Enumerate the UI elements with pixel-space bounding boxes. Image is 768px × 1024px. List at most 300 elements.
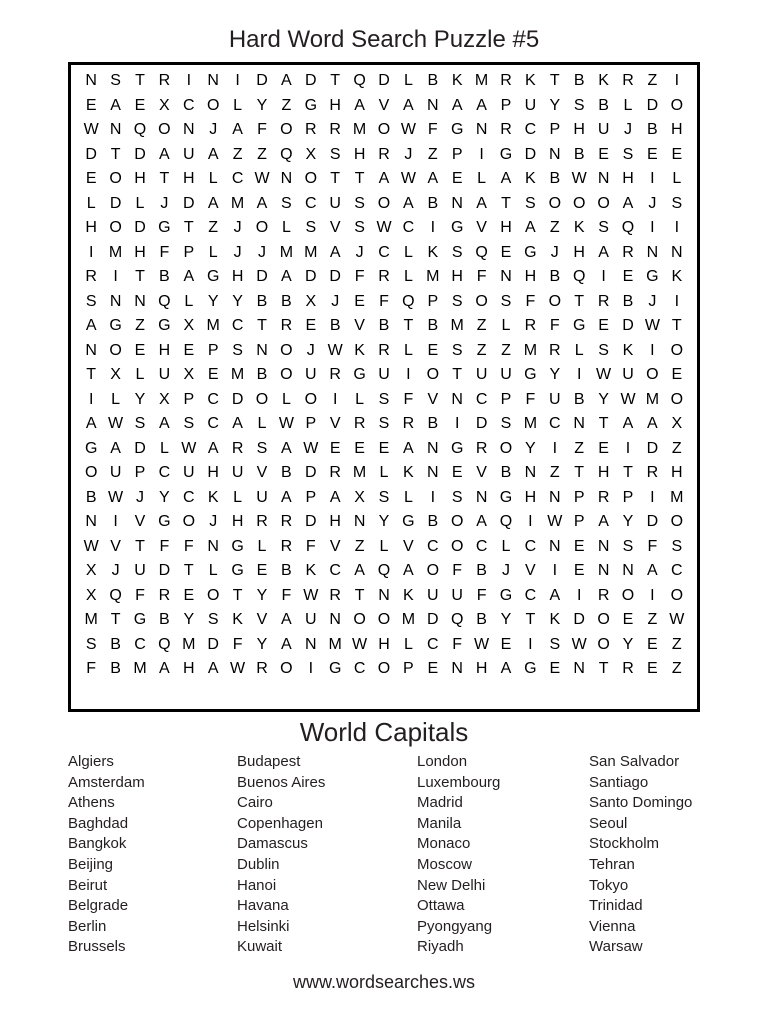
grid-letter[interactable]: Y bbox=[622, 513, 634, 531]
grid-letter[interactable]: C bbox=[353, 660, 366, 678]
grid-letter[interactable]: U bbox=[305, 366, 317, 384]
grid-letter[interactable]: O bbox=[670, 96, 684, 114]
grid-letter[interactable]: A bbox=[354, 96, 365, 114]
grid-letter[interactable]: K bbox=[451, 72, 463, 90]
grid-letter[interactable]: A bbox=[183, 268, 195, 286]
grid-letter[interactable]: Q bbox=[353, 72, 366, 90]
grid-letter[interactable]: H bbox=[183, 170, 195, 188]
grid-letter[interactable]: X bbox=[159, 390, 170, 408]
grid-letter[interactable]: J bbox=[257, 243, 266, 261]
grid-letter[interactable]: W bbox=[278, 415, 294, 433]
grid-letter[interactable]: D bbox=[475, 415, 488, 433]
grid-letter[interactable]: E bbox=[207, 366, 219, 384]
grid-letter[interactable]: H bbox=[622, 170, 634, 188]
grid-letter[interactable]: R bbox=[622, 660, 634, 678]
grid-letter[interactable]: O bbox=[597, 635, 610, 653]
grid-letter[interactable]: E bbox=[134, 96, 146, 114]
grid-letter[interactable]: O bbox=[377, 121, 391, 139]
grid-letter[interactable]: O bbox=[597, 611, 610, 629]
grid-letter[interactable]: E bbox=[573, 562, 585, 580]
grid-letter[interactable]: E bbox=[573, 537, 585, 555]
grid-letter[interactable]: L bbox=[184, 292, 194, 310]
grid-letter[interactable]: Y bbox=[378, 513, 390, 531]
grid-letter[interactable]: R bbox=[280, 317, 293, 335]
grid-letter[interactable]: N bbox=[500, 268, 512, 286]
grid-letter[interactable]: F bbox=[427, 121, 438, 139]
grid-letter[interactable]: F bbox=[305, 537, 316, 555]
grid-letter[interactable]: X bbox=[305, 145, 317, 163]
grid-letter[interactable]: S bbox=[549, 635, 561, 653]
grid-letter[interactable]: D bbox=[646, 96, 659, 114]
grid-letter[interactable]: F bbox=[452, 562, 463, 580]
grid-letter[interactable]: I bbox=[650, 341, 655, 359]
grid-letter[interactable]: M bbox=[133, 660, 147, 678]
grid-letter[interactable]: S bbox=[525, 194, 536, 212]
grid-letter[interactable]: X bbox=[354, 488, 365, 506]
grid-letter[interactable]: J bbox=[209, 513, 218, 531]
grid-letter[interactable]: E bbox=[354, 439, 365, 457]
grid-letter[interactable]: L bbox=[281, 390, 291, 408]
grid-letter[interactable]: A bbox=[354, 562, 365, 580]
grid-letter[interactable]: T bbox=[257, 317, 267, 335]
grid-letter[interactable]: T bbox=[159, 170, 170, 188]
grid-letter[interactable]: N bbox=[427, 439, 439, 457]
grid-letter[interactable]: R bbox=[158, 586, 171, 604]
grid-letter[interactable]: W bbox=[596, 366, 612, 384]
grid-letter[interactable]: L bbox=[672, 170, 682, 188]
grid-letter[interactable]: I bbox=[186, 72, 192, 90]
grid-letter[interactable]: F bbox=[549, 317, 560, 335]
grid-letter[interactable]: W bbox=[376, 219, 392, 237]
grid-letter[interactable]: T bbox=[354, 586, 365, 604]
grid-letter[interactable]: S bbox=[207, 611, 219, 629]
grid-letter[interactable]: O bbox=[646, 366, 659, 384]
grid-letter[interactable]: T bbox=[549, 72, 560, 90]
grid-letter[interactable]: G bbox=[133, 611, 147, 629]
grid-letter[interactable]: S bbox=[305, 219, 317, 237]
grid-letter[interactable]: L bbox=[403, 243, 413, 261]
grid-letter[interactable]: L bbox=[159, 439, 169, 457]
grid-letter[interactable]: A bbox=[281, 635, 292, 653]
grid-letter[interactable]: A bbox=[403, 439, 414, 457]
grid-letter[interactable]: H bbox=[671, 121, 683, 139]
grid-letter[interactable]: A bbox=[549, 586, 561, 604]
grid-letter[interactable]: E bbox=[354, 292, 365, 310]
grid-letter[interactable]: V bbox=[378, 96, 390, 114]
grid-letter[interactable]: H bbox=[207, 464, 219, 482]
grid-letter[interactable]: Y bbox=[549, 366, 561, 384]
grid-letter[interactable]: B bbox=[159, 611, 170, 629]
grid-letter[interactable]: Z bbox=[671, 439, 682, 457]
grid-letter[interactable]: P bbox=[500, 390, 512, 408]
grid-letter[interactable]: T bbox=[330, 170, 341, 188]
grid-letter[interactable]: R bbox=[256, 660, 268, 678]
grid-letter[interactable]: S bbox=[110, 72, 121, 90]
grid-letter[interactable]: F bbox=[159, 243, 170, 261]
grid-letter[interactable]: I bbox=[674, 72, 680, 90]
grid-letter[interactable]: P bbox=[183, 243, 195, 261]
grid-letter[interactable]: J bbox=[331, 292, 340, 310]
grid-letter[interactable]: S bbox=[598, 219, 609, 237]
grid-letter[interactable]: M bbox=[450, 317, 464, 335]
grid-letter[interactable]: A bbox=[647, 562, 658, 580]
grid-letter[interactable]: S bbox=[500, 415, 512, 433]
grid-letter[interactable]: J bbox=[233, 243, 242, 261]
grid-letter[interactable]: C bbox=[329, 562, 341, 580]
grid-letter[interactable]: E bbox=[305, 317, 317, 335]
grid-letter[interactable]: C bbox=[524, 586, 537, 604]
grid-letter[interactable]: E bbox=[647, 660, 658, 678]
grid-letter[interactable]: Q bbox=[450, 611, 464, 629]
grid-letter[interactable]: D bbox=[158, 562, 171, 580]
grid-letter[interactable]: L bbox=[379, 537, 389, 555]
grid-letter[interactable]: A bbox=[232, 121, 243, 139]
grid-letter[interactable]: D bbox=[573, 611, 585, 629]
grid-letter[interactable]: E bbox=[598, 145, 609, 163]
grid-letter[interactable]: P bbox=[451, 145, 463, 163]
grid-letter[interactable]: C bbox=[549, 415, 561, 433]
grid-letter[interactable]: T bbox=[135, 537, 145, 555]
grid-letter[interactable]: Z bbox=[281, 96, 292, 114]
grid-letter[interactable]: A bbox=[622, 415, 634, 433]
grid-letter[interactable]: V bbox=[476, 464, 487, 482]
grid-letter[interactable]: U bbox=[183, 145, 195, 163]
grid-letter[interactable]: W bbox=[400, 170, 416, 188]
grid-letter[interactable]: R bbox=[646, 464, 659, 482]
grid-letter[interactable]: A bbox=[500, 170, 512, 188]
grid-letter[interactable]: R bbox=[256, 513, 268, 531]
grid-letter[interactable]: M bbox=[304, 243, 318, 261]
grid-letter[interactable]: S bbox=[622, 537, 634, 555]
grid-letter[interactable]: L bbox=[208, 243, 218, 261]
grid-letter[interactable]: N bbox=[597, 562, 610, 580]
grid-letter[interactable]: G bbox=[499, 145, 513, 163]
grid-letter[interactable]: A bbox=[281, 611, 292, 629]
grid-letter[interactable]: S bbox=[378, 415, 390, 433]
grid-letter[interactable]: L bbox=[257, 415, 267, 433]
grid-letter[interactable]: L bbox=[281, 219, 291, 237]
grid-letter[interactable]: Y bbox=[256, 96, 268, 114]
grid-letter[interactable]: N bbox=[305, 635, 317, 653]
grid-letter[interactable]: B bbox=[281, 562, 292, 580]
grid-letter[interactable]: X bbox=[159, 96, 170, 114]
grid-letter[interactable]: I bbox=[88, 390, 94, 408]
grid-letter[interactable]: B bbox=[476, 611, 487, 629]
grid-letter[interactable]: L bbox=[403, 488, 413, 506]
grid-letter[interactable]: Y bbox=[500, 611, 512, 629]
grid-letter[interactable]: N bbox=[183, 121, 195, 139]
grid-letter[interactable]: O bbox=[206, 586, 220, 604]
grid-letter[interactable]: Z bbox=[549, 464, 560, 482]
grid-letter[interactable]: A bbox=[403, 194, 414, 212]
grid-letter[interactable]: S bbox=[451, 341, 463, 359]
grid-letter[interactable]: U bbox=[134, 562, 146, 580]
grid-letter[interactable]: O bbox=[353, 611, 366, 629]
grid-letter[interactable]: Q bbox=[572, 268, 586, 286]
grid-letter[interactable]: B bbox=[427, 194, 439, 212]
grid-letter[interactable]: K bbox=[622, 341, 634, 359]
grid-letter[interactable]: V bbox=[354, 317, 365, 335]
grid-letter[interactable]: H bbox=[475, 660, 488, 678]
grid-letter[interactable]: N bbox=[597, 170, 610, 188]
grid-letter[interactable]: K bbox=[403, 586, 414, 604]
grid-letter[interactable]: I bbox=[576, 586, 582, 604]
grid-letter[interactable]: I bbox=[650, 170, 655, 188]
grid-letter[interactable]: U bbox=[524, 96, 537, 114]
grid-letter[interactable]: Y bbox=[256, 635, 268, 653]
grid-letter[interactable]: T bbox=[671, 317, 682, 335]
grid-letter[interactable]: A bbox=[622, 194, 634, 212]
grid-letter[interactable]: E bbox=[85, 170, 97, 188]
grid-letter[interactable]: X bbox=[110, 366, 121, 384]
grid-letter[interactable]: I bbox=[650, 219, 655, 237]
grid-letter[interactable]: N bbox=[451, 390, 463, 408]
grid-letter[interactable]: T bbox=[574, 464, 585, 482]
grid-letter[interactable]: W bbox=[181, 439, 197, 457]
grid-letter[interactable]: C bbox=[671, 562, 683, 580]
grid-letter[interactable]: M bbox=[401, 611, 416, 629]
grid-letter[interactable]: N bbox=[207, 537, 219, 555]
grid-letter[interactable]: M bbox=[108, 243, 123, 261]
grid-letter[interactable]: E bbox=[671, 366, 683, 384]
grid-letter[interactable]: S bbox=[378, 488, 390, 506]
grid-letter[interactable]: H bbox=[500, 219, 512, 237]
grid-letter[interactable]: X bbox=[85, 586, 97, 604]
grid-letter[interactable]: I bbox=[650, 488, 655, 506]
grid-letter[interactable]: H bbox=[597, 464, 610, 482]
grid-letter[interactable]: A bbox=[159, 660, 170, 678]
grid-letter[interactable]: B bbox=[476, 562, 487, 580]
grid-letter[interactable]: S bbox=[451, 292, 463, 310]
grid-letter[interactable]: J bbox=[111, 562, 120, 580]
grid-letter[interactable]: D bbox=[134, 219, 146, 237]
grid-letter[interactable]: U bbox=[549, 390, 561, 408]
grid-letter[interactable]: O bbox=[280, 341, 293, 359]
grid-letter[interactable]: S bbox=[500, 292, 512, 310]
grid-letter[interactable]: B bbox=[573, 390, 585, 408]
grid-letter[interactable]: M bbox=[328, 635, 342, 653]
grid-letter[interactable]: N bbox=[109, 292, 122, 310]
grid-letter[interactable]: U bbox=[451, 586, 463, 604]
grid-letter[interactable]: N bbox=[451, 660, 463, 678]
grid-letter[interactable]: O bbox=[621, 586, 635, 604]
grid-letter[interactable]: A bbox=[476, 96, 487, 114]
grid-letter[interactable]: R bbox=[549, 341, 561, 359]
grid-letter[interactable]: R bbox=[622, 72, 634, 90]
grid-letter[interactable]: M bbox=[230, 366, 245, 384]
grid-letter[interactable]: H bbox=[671, 464, 683, 482]
grid-letter[interactable]: Z bbox=[232, 145, 243, 163]
grid-letter[interactable]: F bbox=[525, 292, 536, 310]
grid-letter[interactable]: P bbox=[500, 96, 512, 114]
grid-letter[interactable]: R bbox=[329, 366, 341, 384]
grid-letter[interactable]: I bbox=[650, 586, 655, 604]
grid-letter[interactable]: N bbox=[85, 341, 97, 359]
grid-letter[interactable]: G bbox=[499, 586, 513, 604]
grid-letter[interactable]: E bbox=[451, 170, 463, 188]
grid-letter[interactable]: T bbox=[574, 292, 585, 310]
grid-letter[interactable]: A bbox=[256, 194, 268, 212]
grid-letter[interactable]: U bbox=[622, 366, 634, 384]
grid-letter[interactable]: V bbox=[256, 611, 268, 629]
grid-letter[interactable]: E bbox=[598, 317, 609, 335]
grid-letter[interactable]: M bbox=[523, 341, 538, 359]
grid-letter[interactable]: R bbox=[597, 488, 610, 506]
grid-letter[interactable]: M bbox=[426, 268, 440, 286]
grid-letter[interactable]: C bbox=[134, 635, 146, 653]
grid-letter[interactable]: F bbox=[159, 537, 170, 555]
grid-letter[interactable]: C bbox=[427, 635, 439, 653]
grid-letter[interactable]: G bbox=[646, 268, 659, 286]
grid-letter[interactable]: M bbox=[352, 464, 367, 482]
grid-letter[interactable]: E bbox=[622, 611, 634, 629]
grid-letter[interactable]: J bbox=[550, 243, 559, 261]
grid-letter[interactable]: S bbox=[134, 415, 146, 433]
grid-letter[interactable]: M bbox=[206, 317, 220, 335]
grid-letter[interactable]: H bbox=[524, 268, 537, 286]
grid-letter[interactable]: S bbox=[598, 341, 609, 359]
grid-letter[interactable]: X bbox=[671, 415, 683, 433]
grid-letter[interactable]: G bbox=[231, 537, 244, 555]
grid-letter[interactable]: P bbox=[134, 464, 146, 482]
grid-letter[interactable]: D bbox=[85, 145, 97, 163]
grid-letter[interactable]: G bbox=[499, 488, 513, 506]
grid-letter[interactable]: Z bbox=[647, 611, 658, 629]
grid-letter[interactable]: B bbox=[427, 317, 439, 335]
grid-letter[interactable]: G bbox=[524, 660, 537, 678]
grid-letter[interactable]: N bbox=[85, 72, 97, 90]
grid-letter[interactable]: T bbox=[86, 366, 97, 384]
grid-letter[interactable]: C bbox=[183, 96, 195, 114]
grid-letter[interactable]: R bbox=[305, 121, 317, 139]
grid-letter[interactable]: Z bbox=[427, 145, 438, 163]
grid-letter[interactable]: G bbox=[158, 513, 171, 531]
grid-letter[interactable]: Y bbox=[232, 292, 243, 310]
grid-letter[interactable]: N bbox=[451, 194, 463, 212]
grid-letter[interactable]: T bbox=[501, 194, 511, 212]
grid-letter[interactable]: A bbox=[500, 660, 512, 678]
grid-letter[interactable]: O bbox=[597, 194, 610, 212]
grid-letter[interactable]: A bbox=[525, 219, 536, 237]
grid-letter[interactable]: N bbox=[475, 121, 488, 139]
grid-letter[interactable]: N bbox=[378, 586, 390, 604]
grid-letter[interactable]: H bbox=[134, 243, 146, 261]
grid-letter[interactable]: H bbox=[329, 96, 341, 114]
grid-letter[interactable]: N bbox=[475, 488, 488, 506]
grid-letter[interactable]: C bbox=[207, 390, 219, 408]
grid-letter[interactable]: Y bbox=[598, 390, 609, 408]
grid-letter[interactable]: G bbox=[109, 317, 122, 335]
grid-letter[interactable]: R bbox=[500, 121, 512, 139]
grid-letter[interactable]: O bbox=[280, 366, 293, 384]
grid-letter[interactable]: Q bbox=[402, 292, 415, 310]
grid-letter[interactable]: B bbox=[500, 464, 512, 482]
grid-letter[interactable]: T bbox=[525, 611, 536, 629]
grid-letter[interactable]: K bbox=[305, 562, 317, 580]
grid-letter[interactable]: R bbox=[524, 317, 537, 335]
grid-letter[interactable]: A bbox=[232, 415, 243, 433]
grid-letter[interactable]: D bbox=[134, 145, 146, 163]
grid-letter[interactable]: U bbox=[183, 464, 195, 482]
grid-letter[interactable]: A bbox=[159, 145, 170, 163]
grid-letter[interactable]: R bbox=[329, 464, 341, 482]
grid-letter[interactable]: Y bbox=[159, 488, 170, 506]
grid-letter[interactable]: D bbox=[207, 635, 219, 653]
grid-letter[interactable]: A bbox=[378, 170, 390, 188]
grid-letter[interactable]: R bbox=[597, 292, 610, 310]
grid-letter[interactable]: B bbox=[281, 464, 292, 482]
grid-letter[interactable]: W bbox=[644, 317, 660, 335]
grid-letter[interactable]: P bbox=[573, 488, 585, 506]
grid-letter[interactable]: A bbox=[281, 488, 292, 506]
grid-letter[interactable]: D bbox=[256, 268, 268, 286]
grid-letter[interactable]: H bbox=[183, 660, 195, 678]
grid-letter[interactable]: I bbox=[552, 439, 558, 457]
grid-letter[interactable]: I bbox=[430, 488, 436, 506]
grid-letter[interactable]: L bbox=[233, 488, 243, 506]
grid-letter[interactable]: M bbox=[670, 488, 684, 506]
grid-letter[interactable]: C bbox=[475, 537, 488, 555]
grid-letter[interactable]: I bbox=[430, 219, 436, 237]
grid-letter[interactable]: Q bbox=[158, 635, 171, 653]
grid-letter[interactable]: R bbox=[353, 415, 366, 433]
grid-letter[interactable]: W bbox=[303, 439, 319, 457]
grid-letter[interactable]: R bbox=[329, 586, 341, 604]
grid-letter[interactable]: R bbox=[378, 341, 390, 359]
letter-grid[interactable] bbox=[68, 62, 700, 712]
grid-letter[interactable]: M bbox=[645, 390, 660, 408]
grid-letter[interactable]: H bbox=[329, 513, 341, 531]
grid-letter[interactable]: V bbox=[329, 537, 341, 555]
grid-letter[interactable]: X bbox=[183, 317, 195, 335]
grid-letter[interactable]: G bbox=[572, 317, 586, 335]
grid-letter[interactable]: S bbox=[85, 635, 97, 653]
grid-letter[interactable]: A bbox=[476, 513, 487, 531]
grid-letter[interactable]: S bbox=[573, 96, 585, 114]
grid-letter[interactable]: D bbox=[427, 611, 439, 629]
grid-letter[interactable]: A bbox=[85, 415, 97, 433]
grid-letter[interactable]: W bbox=[571, 635, 587, 653]
grid-letter[interactable]: I bbox=[552, 562, 558, 580]
grid-letter[interactable]: L bbox=[403, 341, 413, 359]
grid-letter[interactable]: I bbox=[674, 219, 680, 237]
grid-letter[interactable]: W bbox=[108, 488, 124, 506]
grid-letter[interactable]: P bbox=[207, 341, 219, 359]
grid-letter[interactable]: B bbox=[647, 121, 658, 139]
grid-letter[interactable]: N bbox=[353, 513, 366, 531]
grid-letter[interactable]: G bbox=[328, 660, 342, 678]
grid-letter[interactable]: I bbox=[625, 439, 631, 457]
grid-letter[interactable]: A bbox=[427, 170, 439, 188]
grid-letter[interactable]: E bbox=[378, 439, 390, 457]
grid-letter[interactable]: X bbox=[183, 366, 195, 384]
grid-letter[interactable]: D bbox=[646, 439, 659, 457]
grid-letter[interactable]: C bbox=[183, 488, 195, 506]
grid-letter[interactable]: S bbox=[354, 219, 365, 237]
grid-letter[interactable]: O bbox=[450, 537, 464, 555]
grid-letter[interactable]: O bbox=[475, 292, 488, 310]
grid-letter[interactable]: D bbox=[378, 72, 390, 90]
grid-letter[interactable]: A bbox=[451, 96, 463, 114]
grid-letter[interactable]: I bbox=[113, 268, 118, 286]
grid-letter[interactable]: K bbox=[671, 268, 683, 286]
grid-letter[interactable]: T bbox=[135, 72, 145, 90]
grid-letter[interactable]: O bbox=[499, 439, 513, 457]
grid-letter[interactable]: A bbox=[207, 194, 219, 212]
grid-letter[interactable]: S bbox=[281, 194, 292, 212]
grid-letter[interactable]: L bbox=[233, 96, 243, 114]
grid-letter[interactable]: O bbox=[426, 366, 440, 384]
